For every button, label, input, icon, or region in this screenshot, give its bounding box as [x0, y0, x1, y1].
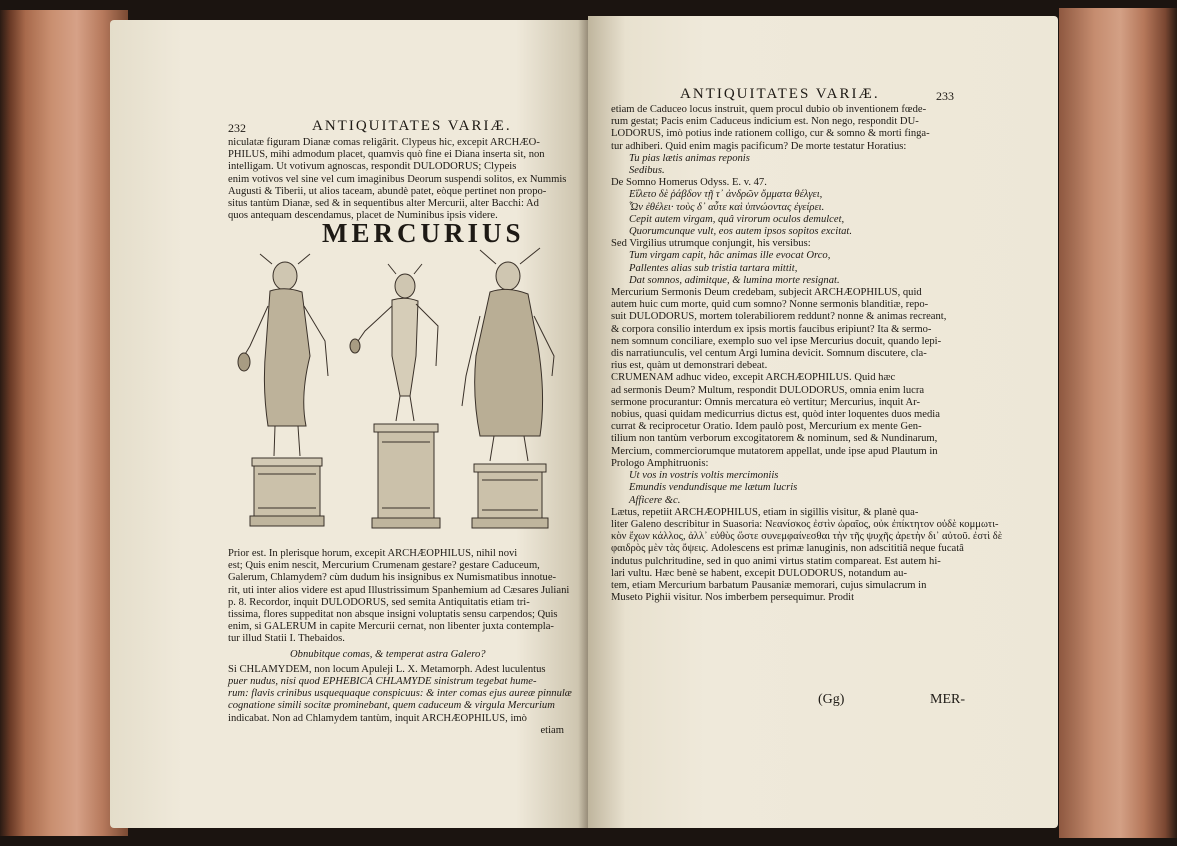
text-line: rum: flavis crinibus usquequaque conspicuus: & inter comas ejus aureæ pinnulæ — [228, 688, 572, 700]
text-line: rit, uti inter alios videre est apud Illustrissimum Spanhemium ad Cæsares Juliani — [228, 584, 570, 596]
verse-line: Afficere &c. — [629, 494, 681, 506]
text-line: indicabat. Non ad Chlamydem tantùm, inquit ARCHÆOPHILUS, imò — [228, 712, 527, 724]
text-line: liter Galeno describitur in Suasoria: Νεανίσκος ἐστὶν ὡραῖος, οὐκ ἐπίκτητον οὐδὲ κομμωτι- — [611, 518, 999, 530]
text-line: Prior est. In plerisque horum, excepit ARCHÆOPHILUS, nihil novi — [228, 548, 518, 559]
text-line: niculatæ figuram Dianæ comas religârit. Clypeus hic, excepit ARCHÆO- — [228, 137, 540, 148]
text-line: intelligam. Ut votivum agnoscas, respondit DULODORUS; Clypeis — [228, 161, 517, 173]
verse-line: Tu pias lætis animas reponis — [629, 152, 750, 164]
right-page-number: 233 — [936, 89, 954, 103]
text-line: enim, si GALERUM in capite Mercurii cernat, non libenter juxta contempla- — [228, 621, 554, 633]
verse-line: Ut vos in vostris voltis mercimoniis — [629, 470, 779, 482]
verse-line: Quorumcunque vult, eos autem ipsos sopitos excitat. — [629, 226, 853, 238]
left-catchword: etiam — [540, 724, 564, 736]
verse-line: Ὧν ἐθέλει· τοὺς δ᾽ αὖτε καὶ ὑπνώοντας ἐγείρει. — [629, 201, 825, 213]
text-line: Museto Pighii visitur. Nos imberbem persequimur. Prodit — [611, 592, 855, 604]
text-line: Mercium, commerciorumque mutatorem appellat, unde ipse apud Plautum in — [611, 445, 938, 457]
text-line: lari vultu. Hæc benè se habent, excepit DULODORUS, notandum au- — [611, 567, 907, 579]
text-line: nem somnum conciliare, exemplo suo vel ipse Mercurius docuit, quando lepi- — [611, 335, 942, 347]
text-line: Sed Virgilius utrumque conjungit, his versibus: — [611, 238, 811, 250]
text-line: cognatione simili socitæ prominebant, quem caduceum & virgula Mercurium — [228, 700, 555, 712]
text-line: Mercurium Sermonis Deum credebam, subjecit ARCHÆOPHILUS, quid — [611, 287, 922, 299]
text-line: quos antequam descendamus, placet de Numinibus ipsis videre. — [228, 210, 498, 222]
verse-line: Obnubitque comas, & temperat astra Galero? — [290, 648, 486, 660]
text-line: Prologo Amphitruonis: — [611, 457, 709, 469]
verse-line: Cepit autem virgam, quâ virorum oculos demulcet, — [629, 213, 845, 225]
text-line: currat & reciprocetur Oratio. Idem paulò post, Mercurium ex mente Gen- — [611, 421, 922, 433]
left-running-head: ANTIQUITATES VARIÆ. — [312, 118, 512, 134]
text-line: etiam de Caduceo locus instruit, quem procul dubio ob inventionem fœde- — [611, 104, 927, 115]
figure-title: MERCURIUS — [322, 218, 525, 248]
text-line: tilium non tantùm verborum excogitatorem & nominum, sed & Nundinarum, — [611, 433, 938, 445]
text-line: situs tantùm Dianæ, sed & in sequentibus alter Mercurii, alter Bacchi: Ad — [228, 198, 539, 210]
verse-line: Pallentes alias sub tristia tartara mittit, — [629, 262, 798, 274]
text-line: tissima, flores suppeditat non absque insigni voluptatis sensu carpendos; Quis — [228, 609, 558, 621]
right-page-edges — [1059, 8, 1177, 838]
text-line: nobius, quasi quidam medicurrius dictus est, quòd inter loquentes duos media — [611, 409, 940, 421]
text-line: enim votivos vel sine vel cum imaginibus Deorum suspendi solitos, ex Nummis — [228, 173, 567, 185]
text-line: rum gestat; Pacis enim Caduceus indicium est. Non nego, respondit DU- — [611, 116, 919, 128]
right-text — [611, 104, 1003, 604]
verse-line: Tum virgam capit, hâc animas ille evocat Orco, — [629, 250, 831, 262]
left-text-top — [228, 137, 570, 222]
left-page-number: 232 — [228, 121, 246, 135]
text-line: Augusti & Tiberii, ut alios taceam, abundè patet, eòque pertinet non propo- — [228, 185, 547, 197]
statue-left — [238, 254, 328, 526]
text-line: Lætus, repetiit ARCHÆOPHILUS, etiam in sigillis visitur, & planè qua- — [611, 506, 919, 518]
text-line: Si CHLAMYDEM, non locum Apuleji L. X. Metamorph. Adest luculentus — [228, 663, 546, 675]
text-line: dis narratiunculis, vel centum Argi lumina devicit. Somnum discutere, cla- — [611, 348, 927, 360]
left-page-edges — [0, 10, 128, 836]
text-line: puer nudus, nisi quod EPHEBICA CHLAMYDE sinistrum tegebat hume- — [228, 676, 537, 688]
text-line: p. 8. Recordor, inquit DULODORUS, sed semita Antiquitatis etiam tri- — [228, 596, 530, 608]
text-line: sermone procurantur: Omnis mercatura eò vertitur; Mercurius, inquit Ar- — [611, 396, 920, 408]
text-line: ad sermonis Deum? Multum, respondit DULODORUS, omnia enim lucra — [611, 384, 925, 396]
signature-mark: (Gg) — [818, 692, 845, 707]
left-text-bottom — [228, 548, 570, 737]
text-line: De Somno Homerus Odyss. E. v. 47. — [611, 177, 767, 189]
text-line: tem, etiam Mercurium barbatum Pausaniæ memorari, cujus simulacrum in — [611, 579, 927, 591]
verse-line: Sedibus. — [629, 165, 665, 177]
text-line: suit DULODORUS, mortem tolerabiliorem reddunt? nonne & animas recreant, — [611, 311, 947, 323]
text-line: LODORUS, imò potius inde rationem colligo, cur & somno & morti finga- — [611, 128, 930, 140]
text-line: κὸν ἔχων κάλλος, ἀλλ᾽ εὐθὺς ὥστε συνεμφαίνεσθαι τὴν τῆς ψυχῆς ἀρετὴν δι᾽ αὐτοῦ. ἐστὶ δὲ — [611, 531, 1003, 543]
text-line: tur illud Statii I. Thebaidos. — [228, 633, 345, 645]
text-line: PHILUS, mihi admodum placet, quamvis quò fine ei Diana inserta sit, non — [228, 149, 545, 161]
right-catchword: MER- — [930, 692, 965, 707]
text-line: φαιδρὸς μὲν τὰς ὄψεις. Adolescens est primæ lanuginis, non adscititiâ neque fucatâ — [611, 543, 964, 555]
mercury-statues-engraving — [240, 246, 570, 546]
text-line: Galerum, Chlamydem? cùm dudum his insignibus ex Numismatibus innotue- — [228, 572, 557, 584]
text-line: autem huic cum morte, quid cum somno? Nonne sermonis blanditiæ, repo- — [611, 299, 929, 311]
right-running-head: ANTIQUITATES VARIÆ. — [680, 86, 880, 102]
text-line: rius est, quàm ut demonstrari debeat. — [611, 360, 768, 372]
verse-line: Emundis vendundisque me lætum lucris — [629, 482, 798, 494]
text-line: CRUMENAM adhuc video, excepit ARCHÆOPHILUS. Quid hæc — [611, 372, 896, 384]
text-line: & corpora consilio interdum ex ipsis mortis faucibus eripiunt? Ita & sermo- — [611, 323, 932, 335]
text-line: indutus pulchritudine, sed in quo animi virtus statim compareat. Est autem hi- — [611, 555, 941, 567]
statue-middle — [350, 264, 440, 528]
verse-line: Εἵλετο δὲ ῥάβδον τῇ τ᾽ ἀνδρῶν ὄμματα θέλγει, — [629, 189, 823, 201]
text-line: est; Quis enim nescit, Mercurium Crumenam gestare? gestare Caduceum, — [228, 560, 540, 572]
verse-line: Dat somnos, adimitque, & lumina morte resignat. — [629, 274, 840, 286]
statue-right — [462, 248, 554, 528]
text-line: tur adhiberi. Quid enim magis pacificum? De morte testatur Horatius: — [611, 140, 907, 152]
